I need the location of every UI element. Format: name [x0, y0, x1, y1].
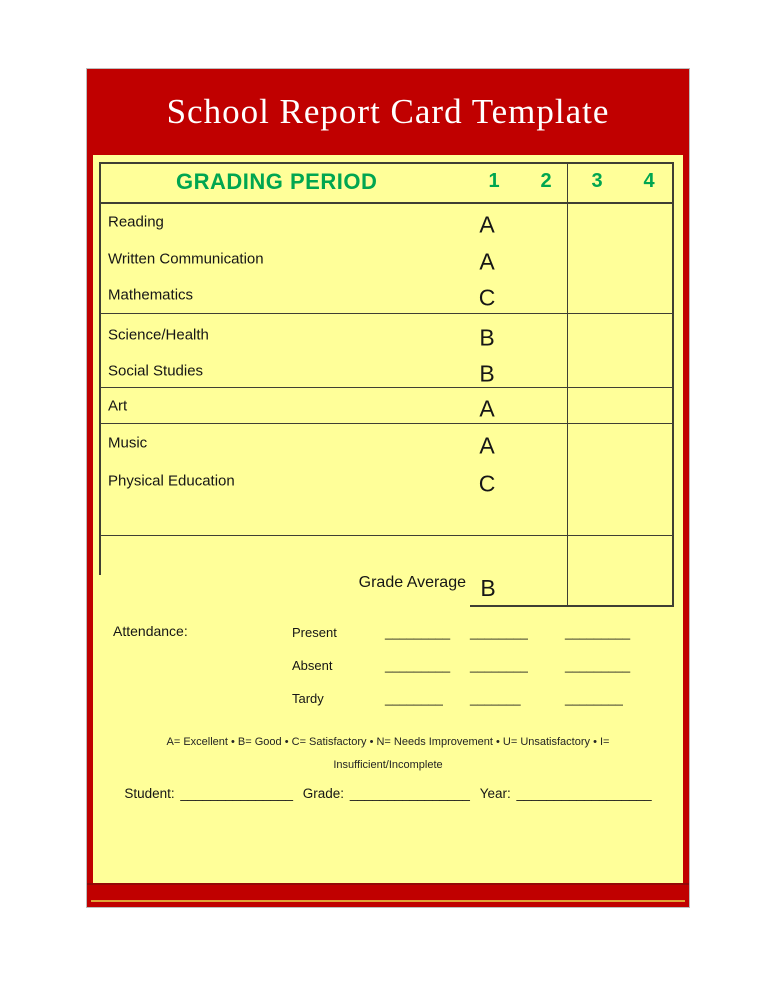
grade-average-value: B: [480, 575, 496, 601]
tardy-label: Tardy: [292, 691, 324, 706]
student-info-line: [93, 786, 683, 801]
grade-value: A: [479, 432, 495, 459]
grade-value: A: [479, 248, 495, 275]
grade-value: C: [478, 470, 496, 497]
grade-value: A: [479, 395, 495, 422]
grade-value: C: [478, 284, 496, 311]
grade-value: B: [479, 360, 495, 387]
grade-label: Grade:: [302, 786, 345, 801]
period-3-header: 3: [591, 170, 603, 192]
attendance-row-tardy: [93, 691, 683, 709]
table-row-written-communication: [99, 241, 567, 277]
grade-average-label: Grade Average: [358, 574, 466, 591]
header-band: [87, 69, 689, 155]
present-label: Present: [292, 625, 337, 640]
grade-key-line-2: Insufficient/Incomplete: [333, 759, 443, 771]
report-card: [87, 69, 689, 907]
attendance-row-present: [93, 625, 683, 643]
table-row-social-studies: [99, 353, 567, 388]
student-label: Student:: [124, 786, 175, 801]
grade-value: B: [479, 324, 495, 351]
table-group-rule-1: [99, 313, 674, 314]
subject-label: Music: [108, 434, 148, 452]
card-body: [93, 155, 683, 883]
table-border-right: [672, 162, 674, 607]
period-4-header: 4: [643, 170, 655, 192]
present-blank-3[interactable]: _________: [565, 625, 631, 640]
subject-label: Physical Education: [108, 472, 235, 490]
absent-blank-3[interactable]: _________: [565, 658, 631, 673]
absent-label: Absent: [292, 658, 333, 673]
table-column-divider: [567, 162, 568, 605]
table-row-music: [99, 425, 567, 461]
subject-label: Science/Health: [108, 326, 209, 344]
table-border-bottom: [470, 605, 674, 607]
grade-value: A: [479, 211, 495, 238]
tardy-blank-2[interactable]: _______: [470, 691, 521, 706]
grade-blank[interactable]: ________________: [349, 786, 470, 801]
student-name-blank[interactable]: _______________: [180, 786, 293, 801]
period-1-header: 1: [488, 170, 500, 192]
year-blank[interactable]: __________________: [516, 786, 652, 801]
attendance-label: Attendance:: [113, 623, 188, 639]
footer-band: [87, 883, 689, 907]
table-row-science-health: [99, 317, 567, 353]
subject-label: Reading: [108, 213, 164, 231]
grade-key-line-1: A= Excellent • B= Good • C= Satisfactory • N= Needs Improvement • U= Unsatisfactory • I=: [166, 736, 610, 748]
footer-stripe: [91, 900, 685, 902]
subject-label: Written Communication: [108, 250, 264, 268]
present-blank-2[interactable]: ________: [470, 625, 528, 640]
tardy-blank-1[interactable]: ________: [385, 691, 443, 706]
table-row-physical-education: [99, 462, 567, 500]
table-row-art: [99, 389, 567, 423]
absent-blank-1[interactable]: _________: [385, 658, 451, 673]
subject-label: Mathematics: [108, 286, 194, 304]
table-header-row: [99, 162, 674, 202]
attendance-row-absent: [93, 658, 683, 676]
subject-label: Social Studies: [108, 362, 204, 379]
grading-period-heading: GRADING PERIOD: [176, 169, 378, 194]
absent-blank-2[interactable]: ________: [470, 658, 528, 673]
table-group-rule-3: [99, 423, 674, 424]
table-row-grade-average: [99, 535, 567, 605]
year-label: Year:: [479, 786, 511, 801]
table-row-mathematics: [99, 277, 567, 313]
period-2-header: 2: [540, 170, 552, 192]
grades-table: [99, 162, 674, 608]
subject-label: Art: [108, 397, 128, 415]
present-blank-1[interactable]: _________: [385, 625, 451, 640]
tardy-blank-3[interactable]: ________: [565, 691, 623, 706]
table-row-reading: [99, 204, 567, 240]
page-title: School Report Card Template: [166, 92, 610, 131]
